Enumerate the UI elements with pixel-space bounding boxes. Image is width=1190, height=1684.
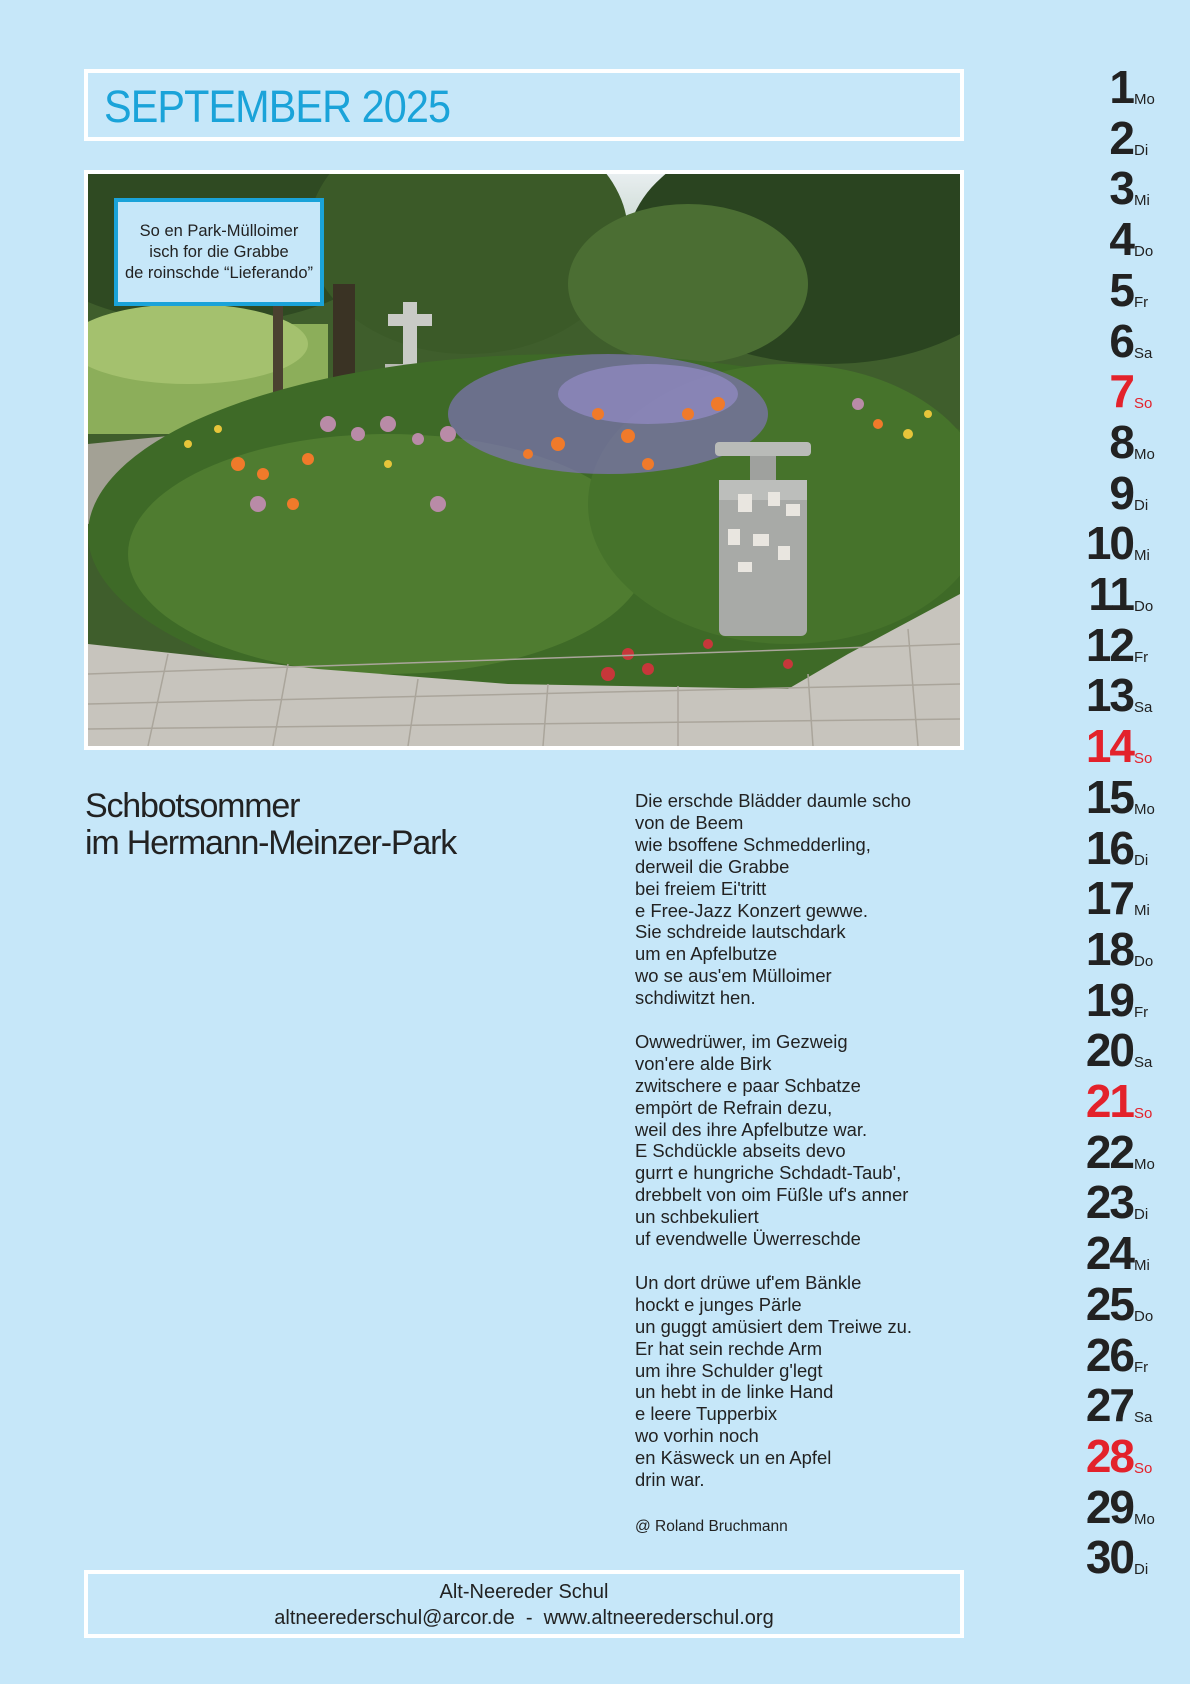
- day-number: 12: [1085, 618, 1133, 671]
- poem-line: Sie schdreide lautschdark: [635, 921, 846, 943]
- article-title-line: Schbotsommer: [85, 787, 300, 825]
- weekday-label: Do: [1134, 1307, 1154, 1325]
- weekday-label: Sa: [1134, 1054, 1153, 1072]
- day-number: 21: [1085, 1075, 1133, 1127]
- poem-line: drebbelt von oim Füßle uf's anner: [635, 1184, 909, 1206]
- calendar-day: [1070, 111, 1190, 164]
- day-number: 9: [1109, 466, 1133, 519]
- poem-line: von'ere alde Birk: [635, 1052, 772, 1074]
- calendar-day: [1070, 1023, 1190, 1077]
- poem-line: e leere Tupperbix: [635, 1403, 778, 1425]
- weekday-label: Mi: [1134, 192, 1150, 210]
- poem-line: Un dort drüwe uf'em Bänkle: [635, 1271, 862, 1293]
- day-number: 18: [1085, 922, 1133, 975]
- poem-line: e Free-Jazz Konzert gewwe.: [635, 899, 869, 921]
- poem-line: en Käsweck un en Apfel: [635, 1447, 832, 1469]
- calendar-day: [1070, 871, 1190, 925]
- day-number: 11: [1088, 568, 1133, 620]
- calendar-day: [1070, 212, 1190, 266]
- poem-line: un guggt amüsiert dem Treiwe zu.: [635, 1315, 913, 1337]
- poem-line: um ihre Schulder g'legt: [635, 1359, 823, 1381]
- day-number: 16: [1085, 821, 1133, 874]
- photo-caption: [114, 198, 324, 306]
- poem-line: wo vorhin noch: [635, 1425, 759, 1447]
- day-number: 5: [1109, 263, 1133, 316]
- calendar-day: [1070, 1480, 1190, 1533]
- footer-box: [84, 1570, 964, 1638]
- weekday-label: So: [1134, 395, 1153, 413]
- calendar-day: [1070, 922, 1190, 975]
- poem-line: weil des ihre Apfelbutze war.: [635, 1118, 868, 1140]
- day-number: 10: [1085, 517, 1133, 570]
- calendar-day: [1070, 1125, 1190, 1178]
- article-title: [85, 788, 456, 862]
- weekday-label: Do: [1134, 598, 1154, 615]
- weekday-label: Mo: [1134, 800, 1155, 818]
- weekday-label: Sa: [1134, 344, 1153, 362]
- calendar-day: [1070, 466, 1190, 519]
- poem-line: un hebt in de linke Hand: [635, 1381, 834, 1403]
- calendar-day: [1070, 516, 1190, 570]
- calendar-day: [1070, 719, 1190, 773]
- weekday-label: Mo: [1134, 91, 1155, 108]
- day-number: 23: [1085, 1176, 1133, 1229]
- poem-line: gurrt e hungriche Schdadt-Taub',: [635, 1162, 902, 1184]
- calendar-day: [1070, 161, 1190, 215]
- day-number: 28: [1085, 1429, 1133, 1482]
- poem-line: zwitschere e paar Schbatze: [635, 1074, 861, 1096]
- weekday-label: Di: [1134, 851, 1149, 869]
- calendar-day: [1070, 1226, 1190, 1280]
- weekday-label: Fr: [1134, 293, 1149, 311]
- day-number: 19: [1085, 973, 1133, 1026]
- day-number: 20: [1085, 1024, 1133, 1077]
- weekday-label: So: [1134, 1105, 1153, 1122]
- weekday-label: Sa: [1134, 1409, 1153, 1427]
- calendar-day: [1070, 973, 1190, 1026]
- day-number: 3: [1109, 162, 1133, 215]
- calendar-day: [1070, 618, 1190, 671]
- poem-line: bei freiem Ei'tritt: [635, 877, 767, 899]
- calendar-day: [1070, 263, 1190, 316]
- poem-line: von de Beem: [635, 811, 744, 833]
- weekday-label: Sa: [1134, 699, 1153, 717]
- weekday-label: Di: [1134, 1206, 1149, 1224]
- month-title-box: [84, 69, 964, 141]
- weekday-label: Mo: [1134, 445, 1155, 463]
- calendar-day: [1070, 567, 1190, 620]
- day-number: 15: [1085, 770, 1133, 823]
- weekday-label: Fr: [1134, 648, 1149, 666]
- author-credit: @ Roland Bruchmann: [635, 1518, 788, 1535]
- calendar-day: [1070, 1378, 1190, 1432]
- day-number: 1: [1109, 61, 1133, 113]
- calendar-day: [1070, 1175, 1190, 1229]
- calendar-day: [1070, 364, 1190, 418]
- poem-line: drin war.: [635, 1469, 705, 1491]
- calendar-day: [1070, 60, 1190, 113]
- footer-contact: altneerederschul@arcor.de - www.altneerederschul.org: [274, 1607, 774, 1629]
- weekday-label: Mi: [1134, 902, 1150, 920]
- poem-line: hockt e junges Pärle: [635, 1293, 802, 1315]
- article-title-line: im Hermann-Meinzer-Park: [85, 824, 457, 862]
- poem-line: empört de Refrain dezu,: [635, 1096, 833, 1118]
- day-number: 27: [1085, 1379, 1133, 1432]
- weekday-label: Mi: [1134, 547, 1150, 565]
- poem-stanza: [635, 1272, 965, 1491]
- weekday-label: Di: [1134, 496, 1149, 514]
- weekday-label: Fr: [1134, 1003, 1149, 1021]
- month-title: SEPTEMBER 2025: [104, 81, 451, 132]
- day-number: 29: [1085, 1480, 1133, 1533]
- day-number: 26: [1085, 1328, 1133, 1381]
- day-number: 4: [1109, 213, 1133, 266]
- weekday-label: So: [1134, 750, 1153, 768]
- poem-line: um en Apfelbutze: [635, 943, 778, 965]
- calendar-day: [1070, 314, 1190, 367]
- calendar-day: [1070, 1277, 1190, 1330]
- poem-line: Er hat sein rechde Arm: [635, 1337, 823, 1359]
- poem-line: E Schdückle abseits devo: [635, 1140, 846, 1162]
- day-number: 6: [1109, 314, 1133, 367]
- weekday-label: Di: [1134, 1561, 1149, 1579]
- day-number: 22: [1085, 1125, 1133, 1178]
- weekday-label: Mo: [1134, 1155, 1155, 1173]
- poem: [635, 790, 965, 1513]
- poem-line: Die erschde Blädder daumle scho: [635, 790, 912, 811]
- day-number: 25: [1085, 1277, 1133, 1330]
- caption-line: So en Park-Mülloimer: [139, 221, 299, 240]
- calendar-day: [1070, 415, 1190, 468]
- weekday-label: Mi: [1134, 1257, 1150, 1275]
- day-number: 30: [1085, 1531, 1133, 1584]
- day-number: 17: [1085, 872, 1133, 925]
- weekday-label: Di: [1134, 141, 1149, 159]
- poem-line: schdiwitzt hen.: [635, 987, 756, 1009]
- poem-line: wie bsoffene Schmedderling,: [635, 833, 871, 855]
- caption-line: de roinschde “Lieferando”: [124, 263, 314, 282]
- calendar-day: [1070, 821, 1190, 874]
- day-number: 8: [1109, 415, 1133, 468]
- poem-line: derweil die Grabbe: [635, 855, 790, 877]
- day-number: 7: [1109, 365, 1133, 418]
- weekday-label: Mo: [1134, 1510, 1155, 1528]
- day-number: 14: [1085, 720, 1133, 773]
- poem-stanza: [635, 1031, 965, 1250]
- calendar-day: [1070, 668, 1190, 722]
- calendar-day: [1070, 1530, 1190, 1584]
- weekday-label: Do: [1134, 243, 1154, 261]
- weekday-label: Fr: [1134, 1358, 1149, 1376]
- day-number: 24: [1085, 1227, 1133, 1280]
- poem-stanza: [635, 790, 965, 1009]
- poem-line: wo se aus'em Mülloimer: [635, 965, 832, 987]
- calendar-day: [1070, 1429, 1190, 1482]
- weekday-label: So: [1134, 1459, 1153, 1477]
- calendar-day: [1070, 1074, 1190, 1127]
- day-number: 2: [1109, 111, 1133, 164]
- weekday-label: Do: [1134, 952, 1154, 970]
- caption-line: isch for die Grabbe: [149, 242, 289, 261]
- day-number: 13: [1085, 669, 1133, 722]
- poem-line: un schbekuliert: [635, 1206, 759, 1228]
- calendar-day: [1070, 1328, 1190, 1381]
- poem-line: Owwedrüwer, im Gezweig: [635, 1030, 848, 1052]
- calendar-day: [1070, 770, 1190, 823]
- poem-line: uf evendwelle Üwerreschde: [635, 1228, 861, 1250]
- footer-name: Alt-Neereder Schul: [439, 1581, 609, 1603]
